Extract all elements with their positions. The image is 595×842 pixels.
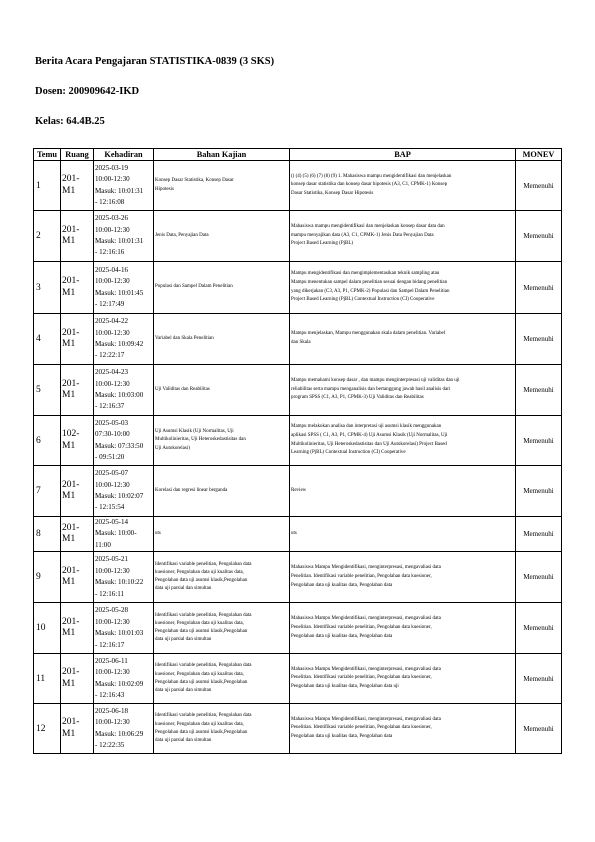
cell-bahan-kajian-line: data uji parsial dan simultan (155, 637, 212, 643)
cell-bap (290, 365, 516, 416)
cell-bap-line: Review (291, 487, 307, 493)
cell-bahan-kajian-line: Uji Validitas dan Reabilitas (155, 386, 210, 392)
cell-kehadiran-line: - 12:17:49 (95, 299, 125, 308)
cell-kehadiran-line: 07:30-10:00 (95, 430, 130, 439)
cell-bap (290, 416, 516, 466)
cell-bap-line: Mahasiswa mampu mengidentifikasi dan menjelaskan konsep dasar data dan (291, 224, 445, 230)
cell-kehadiran-line: Masuk: 10:02:07 (95, 492, 144, 500)
cell-ruang (61, 704, 94, 754)
cell-bap-line: Mampu menentukan sampel dalam penelitian sesuai dengan bidang penelitian (291, 279, 448, 285)
table-row (34, 416, 562, 466)
cell-ruang-line: 201- (62, 327, 80, 338)
cell-monev: Memenuhi (516, 161, 562, 211)
cell-monev: Memenuhi (516, 654, 562, 704)
cell-ruang (61, 654, 94, 704)
cell-ruang (61, 517, 94, 552)
cell-ruang-line: M1 (62, 491, 76, 501)
cell-monev: Memenuhi (516, 552, 562, 603)
cell-kehadiran-line: 10:00-12:30 (95, 175, 130, 184)
cell-bap-line: Penelitian. Identifikasi variable penelitian, Pengolahan data kuesioner, (291, 725, 432, 731)
cell-monev: Memenuhi (516, 466, 562, 517)
cell-kehadiran-line: Masuk: 10:09:42 (95, 340, 144, 348)
cell-bahan-kajian-line: data uji parsial dan simultan (155, 586, 212, 592)
cell-bap-line: program SPSS (C1, A3, P1, CPMK-3) Uji Validitas dan Reabilitas (291, 395, 424, 401)
cell-kehadiran-line: 2025-05-07 (95, 469, 129, 478)
cell-bahan-kajian-line: Korelasi dan regresi linear berganda (155, 487, 228, 493)
cell-kehadiran-line: Masuk: 10:03:00 (95, 391, 144, 399)
cell-ruang-line: M1 (62, 440, 76, 451)
cell-bap-line: Pengolahan data uji kualitas data, Pengolahan data uji (291, 684, 399, 690)
cell-bahan-kajian-line: kuesioner, Pengolahan data uji kualitas data, (155, 721, 244, 727)
cell-kehadiran-line: Masuk: 10:01:45 (95, 288, 144, 297)
cell-kehadiran-line: 10:00-12:30 (95, 617, 130, 626)
cell-kehadiran-line: - 12:16:16 (95, 248, 125, 257)
table-row (34, 466, 562, 517)
cell-kehadiran-line: 2025-04-16 (95, 265, 129, 274)
column-header-bap: BAP (290, 149, 516, 161)
cell-kehadiran-line: Masuk: 10:01:03 (95, 629, 144, 638)
cell-bahan-kajian (154, 654, 290, 704)
cell-kehadiran (94, 704, 154, 754)
cell-kehadiran (94, 654, 154, 704)
cell-ruang-line: 201- (62, 224, 80, 235)
cell-bahan-kajian-line: Multikolinieritas, Uji Heteroskedastisitas dan (155, 437, 246, 443)
cell-ruang-line: M1 (62, 390, 76, 400)
cell-temu: 2 (34, 211, 61, 262)
cell-bahan-kajian-line: Pengolahan data uji asumsi klasik,Pengolahan (155, 629, 248, 635)
cell-bap (290, 161, 516, 211)
cell-bap-line: Penelitian. Identifikasi variable penelitian, Pengolahan data kuesioner, (291, 573, 432, 579)
cell-temu: 1 (34, 161, 61, 211)
cell-kehadiran (94, 161, 154, 211)
column-header-ruang: Ruang (61, 149, 94, 161)
cell-bahan-kajian-line: Jenis Data, Penyajian Data (155, 232, 209, 238)
cell-bahan-kajian-line: Pengolahan data uji asumsi klasik,Pengolahan (155, 578, 248, 584)
cell-bap-line: () (4) (5) (6) (7) (8) (9) 1. Mahasiswa mampu mengidentifikasi dan menjelaskan (291, 173, 452, 179)
table-body (34, 161, 562, 754)
cell-bap-line: yang dikerjakan (C3, A3, P1, CPMK-2) Populasi dan Sampel Dalam Penelitian (291, 288, 450, 294)
cell-bap-line: Learning (PjBL) Contextual Instruction (CI) Cooperative (291, 450, 406, 456)
column-header-bahan-kajian: Bahan Kajian (154, 149, 290, 161)
cell-kehadiran-line: - 12:16:08 (95, 197, 125, 206)
cell-ruang-line: M1 (62, 236, 76, 246)
cell-bahan-kajian (154, 466, 290, 517)
cell-monev: Memenuhi (516, 603, 562, 654)
cell-kehadiran-line: - 12:16:37 (95, 402, 125, 411)
cell-ruang (61, 365, 94, 416)
cell-bap-line: Penelitian. Identifikasi variable penelitian, Pengolahan data kuesioner, (291, 624, 432, 630)
cell-ruang (61, 552, 94, 603)
table-row (34, 365, 562, 416)
cell-kehadiran-line: - 12:16:17 (95, 640, 125, 649)
cell-kehadiran-line: 10:00-12:30 (95, 379, 130, 388)
cell-bahan-kajian-line: Identifikasi variable penelitian, Pengolahan data (155, 663, 252, 669)
table-row (34, 704, 562, 754)
cell-monev: Memenuhi (516, 314, 562, 365)
cell-bap-line: aplikasi SPSS ( C1, A3, P1, CPMK-4) Uji Asumsi Klasik (Uji Normalitas, Uji (291, 432, 448, 438)
kelas-label: Kelas: 64.4B.25 (35, 116, 105, 127)
cell-kehadiran-line: 2025-05-03 (95, 418, 129, 427)
cell-kehadiran-line: 11:00 (95, 540, 111, 549)
cell-ruang-line: 201- (62, 276, 80, 286)
cell-bap-line: dan Skala (291, 340, 311, 345)
cell-bahan-kajian (154, 161, 290, 211)
cell-bahan-kajian-line: Pengolahan data uji asumsi klasik,Pengolahan (155, 729, 248, 735)
cell-ruang-line: M1 (62, 678, 76, 689)
cell-ruang-line: M1 (62, 577, 76, 588)
cell-bahan-kajian-line: kuesioner, Pengolahan data uji kualitas data, (155, 671, 244, 677)
cell-kehadiran-line: - 12:16:43 (95, 691, 125, 700)
cell-bahan-kajian-line: Hipotesis (155, 186, 174, 192)
cell-bahan-kajian (154, 517, 290, 552)
cell-bap (290, 314, 516, 365)
cell-ruang (61, 211, 94, 262)
cell-bahan-kajian-line: Identifikasi variable penelitian, Pengolahan data (155, 612, 252, 618)
cell-bahan-kajian-line: Uji Autokorelasi) (155, 445, 190, 451)
cell-kehadiran-line: - 12:16:11 (95, 589, 125, 598)
cell-kehadiran-line: Masuk: 10:10:22 (95, 578, 144, 587)
cell-kehadiran-line: Masuk: 07:33:50 (95, 441, 144, 450)
cell-temu: 7 (34, 466, 61, 517)
cell-bahan-kajian-line: data uji parsial dan simultan (155, 687, 212, 693)
column-header-monev: MONEV (516, 149, 562, 161)
cell-kehadiran-line: 10:00-12:30 (95, 718, 130, 727)
cell-ruang-line: M1 (62, 185, 76, 196)
cell-kehadiran-line: 2025-03-19 (95, 163, 129, 172)
cell-bap-line: Mahasiswa Mampu Mengidentifikasi, menginterpresasi, mengavaliasi data (291, 716, 441, 722)
cell-bap-line: Pengolahan data uji kualitas data, Pengolahan data (291, 633, 393, 639)
cell-bap (290, 466, 516, 517)
cell-bahan-kajian-line: Konsep Dasar Statistika, Konsep Dasar (155, 178, 234, 184)
cell-kehadiran (94, 517, 154, 552)
cell-ruang-line: M1 (62, 534, 76, 545)
cell-kehadiran-line: 10:00-12:30 (95, 668, 130, 677)
cell-ruang-line: 201- (62, 616, 80, 627)
cell-bahan-kajian (154, 552, 290, 603)
cell-kehadiran (94, 603, 154, 654)
cell-kehadiran-line: Masuk: 10:06:29 (95, 729, 144, 738)
cell-temu: 11 (34, 654, 61, 704)
cell-bahan-kajian (154, 704, 290, 754)
cell-monev: Memenuhi (516, 704, 562, 754)
cell-bahan-kajian-line: kuesioner, Pengolahan data uji kualitas data, (155, 621, 244, 627)
cell-bahan-kajian-line: uts (155, 531, 161, 536)
cell-bahan-kajian-line: kuesioner, Pengolahan data uji kualitas data, (155, 570, 244, 576)
cell-bahan-kajian-line: Identifikasi variable penelitian, Pengolahan data (155, 561, 252, 567)
cell-kehadiran-line: 2025-06-11 (95, 656, 128, 665)
cell-bap (290, 552, 516, 603)
table-row (34, 654, 562, 704)
cell-monev: Memenuhi (516, 517, 562, 552)
cell-ruang-line: M1 (62, 339, 76, 349)
cell-temu: 9 (34, 552, 61, 603)
cell-ruang-line: 201- (62, 522, 80, 533)
cell-bahan-kajian-line: Populasi dan Sampel Dalam Penelitian (155, 284, 233, 290)
cell-kehadiran-line: Masuk: 10:01:31 (95, 237, 144, 245)
cell-bap (290, 211, 516, 262)
cell-bap-line: Penelitian. Identifikasi variable penelitian, Pengolahan data kuesioner, (291, 675, 432, 681)
dosen-label: Dosen: 200909642-IKD (35, 86, 140, 97)
cell-temu: 12 (34, 704, 61, 754)
cell-kehadiran-line: 10:00-12:30 (95, 277, 130, 286)
cell-temu: 3 (34, 262, 61, 314)
cell-bap-line: Dasar Statistika, Konsep Dasar Hipotesis (291, 190, 374, 196)
cell-ruang-line: 201- (62, 667, 80, 678)
cell-bap-line: Project Based Learning (PjBL) (291, 241, 354, 247)
cell-kehadiran-line: 2025-04-23 (95, 368, 129, 377)
cell-bahan-kajian-line: Identifikasi variable penelitian, Pengolahan data (155, 713, 252, 719)
table-row (34, 603, 562, 654)
cell-ruang-line: 102- (62, 429, 80, 439)
cell-kehadiran (94, 552, 154, 603)
cell-kehadiran (94, 262, 154, 314)
cell-bap-line: Mampu menjelaskan, Mampu menggunakan skala dalam penelitian. Variabel (291, 331, 446, 337)
cell-kehadiran-line: 2025-05-28 (95, 606, 129, 615)
column-header-kehadiran: Kehadiran (94, 149, 154, 161)
cell-kehadiran-line: - 09:51:20 (95, 452, 125, 461)
cell-temu: 5 (34, 365, 61, 416)
cell-ruang (61, 416, 94, 466)
cell-ruang (61, 466, 94, 517)
cell-kehadiran (94, 416, 154, 466)
cell-bap (290, 517, 516, 552)
cell-bahan-kajian (154, 365, 290, 416)
cell-bahan-kajian-line: Variabel dan Skala Penelitian (155, 335, 214, 341)
cell-bap-line: Pengolahan data uji kualitas data, Pengolahan data (291, 582, 393, 588)
table-header-row (34, 149, 562, 161)
cell-bahan-kajian (154, 314, 290, 365)
document-title: Berita Acara Pengajaran STATISTIKA-0839 (3 SKS) (35, 56, 275, 67)
cell-kehadiran-line: Masuk: 10:02:09 (95, 679, 144, 688)
cell-temu: 6 (34, 416, 61, 466)
cell-ruang-line: 201- (62, 479, 80, 490)
cell-bap-line: Mampu mengidentifikasi dan mengimplementasikan teknik sampling atau (291, 271, 440, 277)
cell-kehadiran-line: 2025-03-26 (95, 214, 129, 223)
cell-bap-line: Mahasiswa Mampu Mengidentifikasi, menginterpresasi, mengavaliasi data (291, 565, 441, 571)
cell-kehadiran-line: 10:00-12:30 (95, 225, 130, 234)
cell-temu: 4 (34, 314, 61, 365)
cell-kehadiran (94, 466, 154, 517)
cell-bap-line: Project Based Learning (PjBL) Contextual Instruction (CI) Cooperative (291, 297, 435, 303)
cell-ruang-line: 201- (62, 565, 80, 576)
cell-bahan-kajian-line: data uji parsial dan simultan (155, 737, 212, 743)
cell-bap-line: konsep dasar statistika dan konsep dasar hipotesis (A3, C1, CPMK-1) Konsep (291, 182, 448, 188)
cell-ruang-line: M1 (62, 728, 76, 739)
cell-monev: Memenuhi (516, 262, 562, 314)
cell-monev: Memenuhi (516, 211, 562, 262)
cell-monev: Memenuhi (516, 416, 562, 466)
cell-bahan-kajian (154, 211, 290, 262)
cell-bap (290, 654, 516, 704)
cell-bap-line: uts (291, 530, 297, 536)
cell-ruang (61, 314, 94, 365)
cell-kehadiran-line: - 12:22:17 (95, 351, 125, 360)
cell-kehadiran (94, 365, 154, 416)
cell-kehadiran-line: 10:00-12:30 (95, 566, 130, 575)
cell-temu: 8 (34, 517, 61, 552)
cell-ruang-line: M1 (62, 287, 76, 298)
cell-kehadiran-line: 2025-05-21 (95, 555, 129, 564)
cell-temu: 10 (34, 603, 61, 654)
cell-bap (290, 704, 516, 754)
cell-bap-line: Mahasiswa Mampu Mengidentifikasi, menginterpresasi, mengavaliasi data (291, 616, 441, 622)
table-row (34, 314, 562, 365)
table-row (34, 552, 562, 603)
cell-monev: Memenuhi (516, 365, 562, 416)
cell-bahan-kajian-line: Pengolahan data uji asumsi klasik,Pengolahan (155, 679, 248, 685)
cell-ruang-line: 201- (62, 174, 80, 184)
cell-kehadiran-line: 2025-04-22 (95, 317, 129, 326)
cell-bap-line: mampu menyajikan data (A3, C1, CPMK-1) Jenis Data Penyajian Data (291, 232, 434, 238)
cell-bap-line: Mampu memahami konsep dasar , dan mampu menginterpresasi uji validitas dan uji (291, 378, 460, 384)
cell-bahan-kajian (154, 603, 290, 654)
cell-bap (290, 262, 516, 314)
cell-ruang-line: 201- (62, 378, 80, 389)
table-row (34, 517, 562, 552)
cell-kehadiran-line: 10:00-12:30 (95, 480, 130, 489)
cell-bahan-kajian (154, 262, 290, 314)
cell-kehadiran-line: - 12:15:54 (95, 503, 125, 512)
cell-kehadiran (94, 314, 154, 365)
cell-kehadiran-line: 2025-06-18 (95, 706, 129, 715)
cell-bap-line: Multikolinieritas, Uji Heteroskedastisitas dan Uji Autokorelasi) Project Based (291, 441, 447, 447)
cell-kehadiran-line: Masuk: 10:00- (95, 529, 137, 538)
cell-bap-line: Mahasiswa Mampu Mengidentifikasi, menginterpresasi, mengavaliasi data (291, 666, 441, 672)
table-row (34, 262, 562, 314)
table-row (34, 211, 562, 262)
column-header-temu: Temu (34, 149, 61, 161)
cell-bahan-kajian-line: Uji Asumsi Klasik (Uji Normalitas, Uji (155, 429, 234, 435)
cell-bap-line: Mampu melakukan analisa dan interpretasi uji asumsi klasik menggunakan (291, 424, 442, 430)
cell-kehadiran-line: 10:00-12:30 (95, 328, 130, 337)
cell-bap (290, 603, 516, 654)
cell-ruang (61, 603, 94, 654)
cell-kehadiran-line: 2025-05-14 (95, 518, 129, 526)
cell-kehadiran-line: - 12:22:35 (95, 741, 125, 750)
cell-kehadiran (94, 211, 154, 262)
table-row (34, 161, 562, 211)
cell-kehadiran-line: Masuk: 10:01:31 (95, 186, 144, 195)
bap-table (33, 148, 562, 754)
cell-ruang-line: 201- (62, 717, 80, 728)
cell-bahan-kajian (154, 416, 290, 466)
cell-bap-line: reliabilitas serta mampu menganalisis dan bertanggung jawab hasil analisis dari (291, 386, 451, 392)
cell-bap-line: Pengolahan data uji kualitas data, Pengolahan data (291, 734, 393, 740)
cell-ruang (61, 262, 94, 314)
cell-ruang (61, 161, 94, 211)
cell-ruang-line: M1 (62, 628, 76, 639)
